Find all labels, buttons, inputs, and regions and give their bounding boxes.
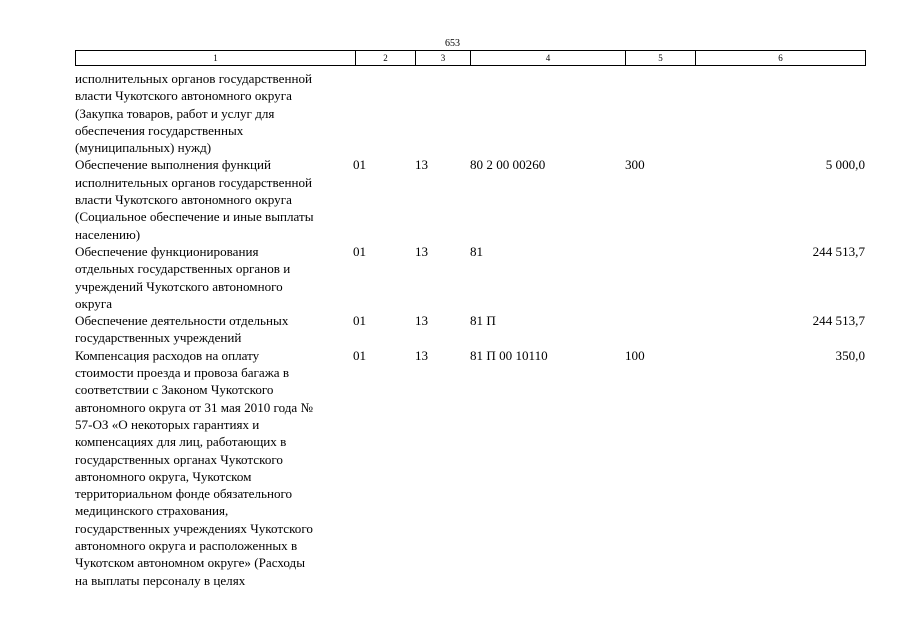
column-header-2: 2	[356, 51, 416, 66]
row-name: Обеспечение функционирования отдельных государственных органов и учреждений Чукотского автономного округа	[75, 243, 291, 311]
table-row	[75, 312, 865, 347]
page-number: 653	[445, 38, 460, 49]
row-expense-type: 300	[625, 157, 645, 173]
column-header-1: 1	[76, 51, 356, 66]
table-row	[75, 347, 865, 589]
column-header-4: 4	[471, 51, 626, 66]
column-header-row	[76, 51, 866, 66]
column-header-5: 5	[626, 51, 696, 66]
column-header-table	[75, 50, 866, 66]
row-amount: 350,0	[835, 347, 865, 363]
row-target-code: 81 П	[470, 313, 496, 329]
row-target-code: 81	[470, 243, 484, 259]
row-name: исполнительных органов государственной власти Чукотского автономного округа (Закупка товаров, работ и услуг для обеспечения государственных (муниципальных) нужд)	[75, 71, 313, 156]
row-target-code: 80 2 00 00260	[470, 157, 546, 173]
row-target-code: 81 П 00 10110	[470, 347, 548, 363]
row-section: 01	[353, 313, 367, 329]
row-section: 01	[353, 157, 367, 173]
row-expense-type: 100	[625, 347, 645, 363]
table-row	[75, 70, 865, 156]
table-row	[75, 243, 865, 312]
table-row	[75, 156, 865, 242]
row-amount: 244 513,7	[812, 243, 865, 259]
column-header-6: 6	[696, 51, 866, 66]
column-header-3: 3	[416, 51, 471, 66]
row-subsection: 13	[415, 243, 429, 259]
row-section: 01	[353, 347, 367, 363]
row-amount: 244 513,7	[812, 313, 865, 329]
row-name: Компенсация расходов на оплату стоимости проезда и провоза багажа в соответствии с Законом Чукотского автономного округа от 31 мая 2010 года № 57-ОЗ «О некоторых гарантиях и компенсациях для лиц, работающих в государственных органах Чукотского автономного округа, Чукотском территориальном фонде обязательного медицинского страхования, государственных учреждениях Чукотского автономного округа и расположенных в Чукотском автономном округе» (Расходы на выплаты персоналу в целях	[75, 347, 314, 588]
table-body	[75, 70, 865, 589]
row-name: Обеспечение деятельности отдельных государственных учреждений	[75, 313, 289, 346]
row-subsection: 13	[415, 347, 429, 363]
row-amount: 5 000,0	[825, 157, 865, 173]
row-subsection: 13	[415, 157, 429, 173]
row-name: Обеспечение выполнения функций исполнительных органов государственной власти Чукотского автономного округа (Социальное обеспечение и иные выплаты населению)	[75, 157, 314, 242]
row-section: 01	[353, 243, 367, 259]
row-subsection: 13	[415, 313, 429, 329]
